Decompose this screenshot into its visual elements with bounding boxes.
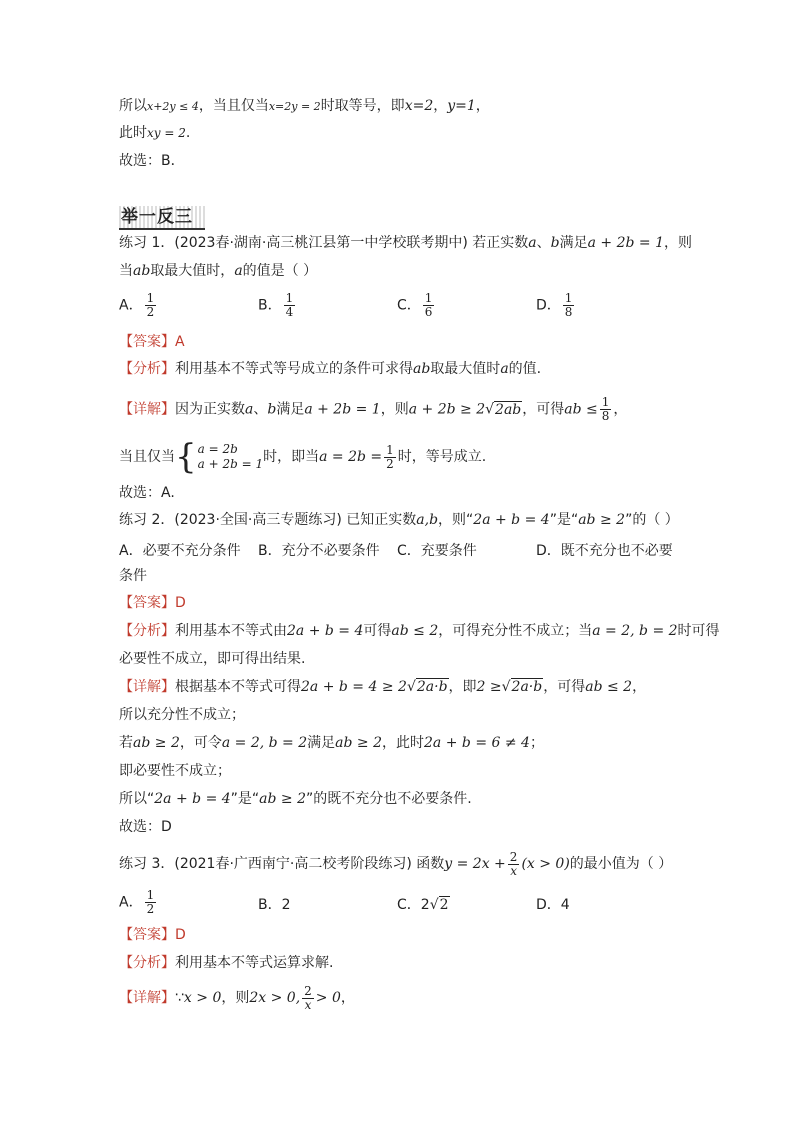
fraction: $\frac{2}{x}$ — [509, 849, 518, 878]
p3-analysis: 【分析】利用基本不等式运算求解. — [119, 955, 334, 971]
p1-option-b[interactable]: B． $\frac{1}{4}$ — [258, 291, 294, 319]
p1-option-d[interactable]: D． $\frac{1}{8}$ — [536, 291, 573, 319]
p3-answer: 【答案】D — [119, 927, 186, 943]
p2-option-d-cont: 条件 — [119, 568, 147, 584]
p2-question: 练习 2．(2023·全国·高三专题练习) 已知正实数a,b，则“2a + b = 4”是“ab ≥ 2”的（ ） — [119, 512, 679, 528]
p3-option-a[interactable]: A． $\frac{1}{2}$ — [119, 888, 155, 916]
p2-option-b[interactable]: B．充分不必要条件 — [258, 543, 380, 559]
fraction: $\frac{2}{x}$ — [304, 983, 312, 1012]
p2-detail-line-4: 即必要性不成立； — [119, 763, 231, 779]
math-expr: x=2y = 2 — [268, 100, 321, 113]
section-title: 举一反三 — [119, 206, 205, 230]
fraction: $\frac{1}{2}$ — [146, 291, 155, 319]
brace-icon: { — [175, 437, 197, 477]
p2-option-a[interactable]: A．必要不充分条件 — [119, 543, 241, 559]
p2-option-d[interactable]: D．既不充分也不必要 — [536, 543, 673, 559]
p1-detail: 【详解】因为正实数a、b满足a + 2b = 1，则a + 2b ≥ 2√2ab，可得ab ≤ $\frac{1}{8}$ ， — [119, 395, 628, 423]
math-expr: x+2y ≤ 4 — [147, 100, 199, 113]
intro-line-1: 所以x+2y ≤ 4，当且仅当x=2y = 2时取等号，即x=2，y=1， — [119, 98, 490, 114]
p2-choose: 故选：D — [119, 819, 172, 835]
p1-analysis: 【分析】利用基本不等式等号成立的条件可求得ab取最大值时a的值. — [119, 361, 542, 377]
p1-question-line-2: 当ab取最大值时，a的值是（ ） — [119, 263, 318, 279]
p3-option-c[interactable]: C．2√2 — [397, 897, 449, 913]
fraction: $\frac{1}{8}$ — [601, 395, 610, 423]
p2-answer: 【答案】D — [119, 595, 186, 611]
p3-option-d[interactable]: D．4 — [536, 897, 570, 913]
p1-option-a[interactable]: A． $\frac{1}{2}$ — [119, 291, 155, 319]
p2-analysis-line-2: 必要性不成立，即可得出结果. — [119, 651, 306, 667]
sqrt: √2 — [429, 897, 449, 913]
p3-detail: 【详解】∵x > 0，则2x > 0, $\frac{2}{x}$ > 0， — [119, 983, 355, 1012]
p2-option-c[interactable]: C．充要条件 — [397, 543, 477, 559]
equation-system: a = 2b a + 2b = 1 — [197, 442, 264, 471]
sqrt: √2a·b — [501, 679, 543, 695]
fraction: $\frac{1}{4}$ — [285, 291, 294, 319]
math-expr: y=1 — [447, 98, 476, 114]
intro-line-3: 故选：B． — [119, 153, 185, 169]
sqrt: √2a·b — [406, 679, 448, 695]
intro-line-2: 此时xy = 2. — [119, 125, 191, 141]
p2-detail-line-2: 所以充分性不成立； — [119, 707, 245, 723]
p2-detail-line-3: 若ab ≥ 2，可令a = 2, b = 2满足ab ≥ 2，此时2a + b = 6 ≠ 4； — [119, 735, 544, 751]
p1-equality: 当且仅当{ a = 2b a + 2b = 1 时，即当a = 2b = $\frac{1}{2}$ 时，等号成立. — [119, 437, 487, 477]
p1-answer: 【答案】A — [119, 334, 185, 350]
p2-detail: 【详解】根据基本不等式可得2a + b = 4 ≥ 2√2a·b，即2 ≥√2a·b，可得ab ≤ 2， — [119, 679, 647, 695]
sqrt: √2ab — [485, 401, 522, 418]
p1-question: 练习 1．(2023春·湖南·高三桃江县第一中学校联考期中) 若正实数a、b满足a + 2b = 1，则 — [119, 235, 692, 251]
p3-option-b[interactable]: B．2 — [258, 897, 291, 913]
fraction: $\frac{1}{8}$ — [564, 291, 573, 319]
fraction: $\frac{1}{6}$ — [424, 291, 433, 319]
p3-question: 练习 3．(2021春·广西南宁·高二校考阶段练习) 函数y = 2x + $\frac{2}{x}$ (x > 0)的最小值为（ ） — [119, 849, 673, 878]
math-expr: xy = 2 — [147, 126, 186, 140]
p2-analysis: 【分析】利用基本不等式由2a + b = 4可得ab ≤ 2，可得充分性不成立；当a = 2, b = 2时可得 — [119, 623, 720, 639]
p1-choose: 故选：A. — [119, 485, 175, 501]
p1-option-c[interactable]: C． $\frac{1}{6}$ — [397, 291, 433, 319]
math-expr: x=2 — [404, 98, 434, 114]
fraction: $\frac{1}{2}$ — [146, 888, 155, 916]
math-expr: a + 2b = 1 — [587, 235, 664, 251]
fraction: $\frac{1}{2}$ — [386, 442, 394, 471]
p2-detail-line-5: 所以“2a + b = 4”是“ab ≥ 2”的既不充分也不必要条件. — [119, 791, 472, 807]
